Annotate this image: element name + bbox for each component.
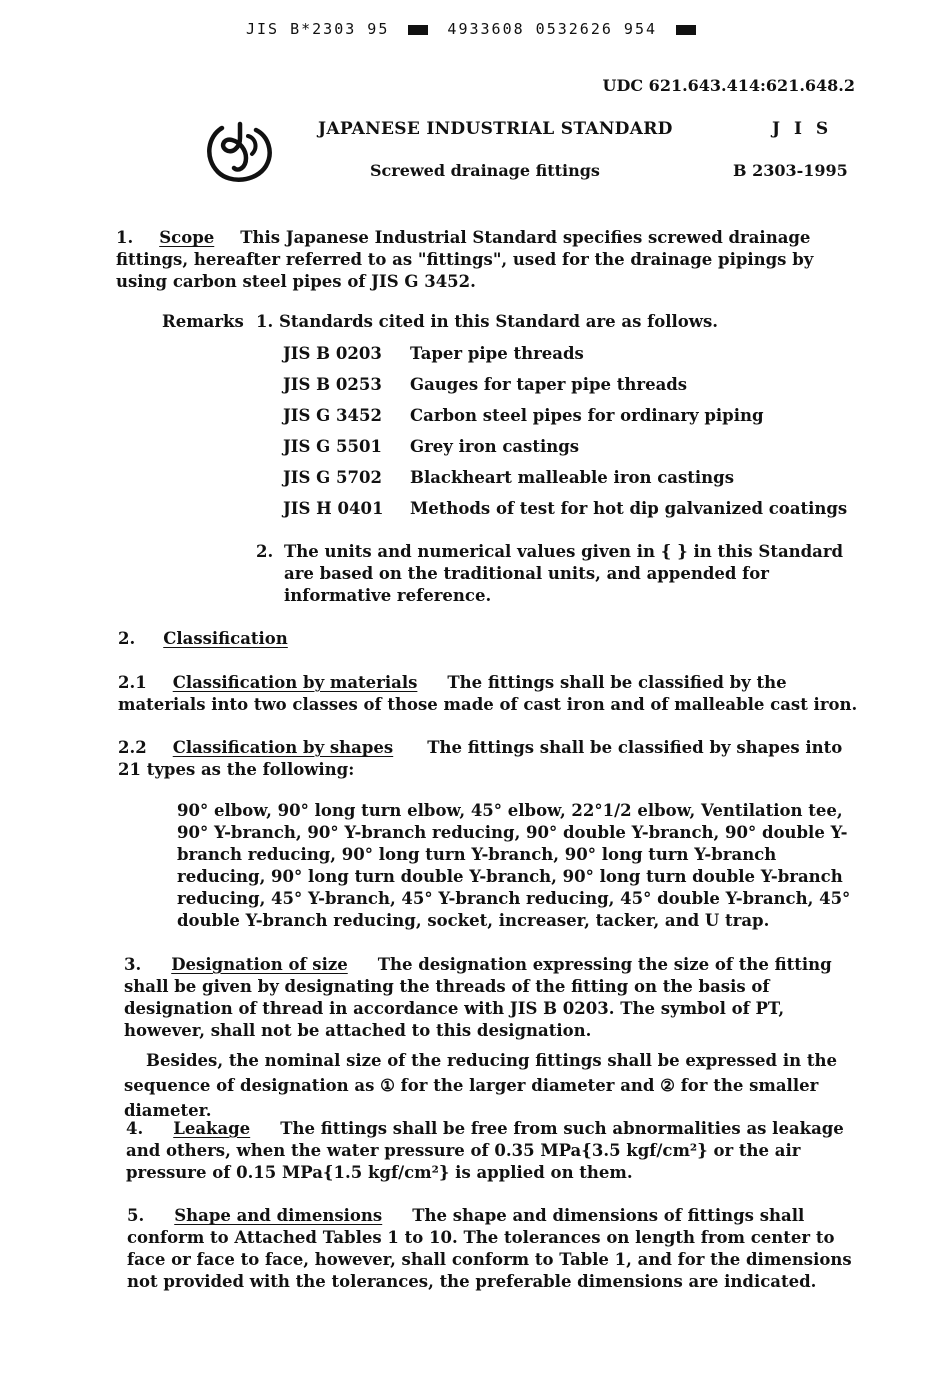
section-text: This Japanese Industrial Standard specifies screwed drainage fittings, hereafter referred to as "fittings", used for the drainage pipings by using carbon steel pipes of JIS G 3452.	[116, 228, 814, 291]
section-heading: Scope	[159, 228, 215, 247]
cited-standard-title: Gauges for taper pipe threads	[410, 375, 688, 394]
section-leakage	[126, 1118, 858, 1184]
cited-standard-title: Blackheart malleable iron castings	[410, 468, 734, 487]
section-designation-of-size-continued: Besides, the nominal size of the reducing fittings shall be expressed in the sequence of designation as ① for the larger diameter and ② for the smaller diameter.	[124, 1051, 837, 1120]
cited-standard-row	[283, 499, 847, 521]
section-text: The fittings shall be classified by the materials into two classes of those made of cast iron and of malleable cast iron.	[118, 673, 858, 714]
section-text: The shape and dimensions of fittings shall conform to Attached Tables 1 to 10. The tolerances on length from center to face or face to face, however, shall conform to Table 1, and for the dimensions not provided with the tolerances, the preferable dimensions are indicated.	[127, 1206, 852, 1291]
section-designation-of-size	[124, 954, 856, 1042]
cited-standard-code: JIS G 3452	[283, 406, 382, 425]
jis-logo-icon	[200, 118, 280, 188]
cited-standard-code: JIS H 0401	[283, 499, 384, 518]
document-subtitle: Screwed drainage fittings	[370, 161, 600, 180]
cited-standard-row	[283, 406, 764, 428]
section-number: 2.1	[118, 673, 147, 692]
cited-standard-title: Grey iron castings	[410, 437, 580, 456]
section-number: 2.2	[118, 738, 147, 757]
cited-standard-code: JIS B 0253	[283, 375, 382, 394]
remark-item-2-number: 2.	[256, 542, 274, 561]
section-number: 4.	[126, 1119, 144, 1138]
section-scope	[116, 227, 856, 293]
section-heading: Classification by materials	[172, 673, 418, 692]
cited-standard-row	[283, 375, 687, 397]
cited-standard-code: JIS B 0203	[283, 344, 382, 363]
cited-standard-title: Taper pipe threads	[410, 344, 584, 363]
jis-mark: J I S	[772, 119, 833, 139]
section-heading: Classification by shapes	[172, 738, 394, 757]
black-bar-mark-end	[676, 25, 696, 35]
section-number: 5.	[127, 1206, 145, 1225]
section-number: 1.	[116, 228, 134, 247]
section-classification-by-materials	[118, 672, 858, 716]
cited-standard-row	[283, 468, 734, 490]
cited-standard-title: Carbon steel pipes for ordinary piping	[410, 406, 764, 425]
section-text: The fittings shall be free from such abnormalities as leakage and others, when the water pressure of 0.35 MPa{3.5 kgf/cm²} or the air pressure of 0.15 MPa{1.5 kgf/cm²} is applied on them.	[126, 1119, 844, 1182]
section-heading: Classification	[163, 629, 288, 648]
top-code-b: 4933608 0532626 954	[447, 20, 658, 38]
cited-standard-title: Methods of test for hot dip galvanized coatings	[410, 499, 848, 518]
section-heading: Shape and dimensions	[174, 1206, 383, 1225]
fitting-shapes-list: 90° elbow, 90° long turn elbow, 45° elbow, 22°1/2 elbow, Ventilation tee, 90° Y-branch, 90° Y-branch reducing, 90° double Y-branch, 90° double Y-branch reducing, 90° long turn Y-branch, 90° long turn Y-branch reducing, 90° long turn double Y-branch, 90° long turn double Y-branch reducing, 45° Y-branch, 45° Y-branch reducing, 45° double Y-branch, 45° double Y-branch reducing, socket, increaser, tacker, and U trap.	[177, 801, 851, 930]
remark-item-1: 1. Standards cited in this Standard are as follows.	[256, 312, 718, 331]
section-text: The designation expressing the size of the fitting shall be given by designating the threads of the fitting on the basis of designation of thread in accordance with JIS B 0203. The symbol of PT, however, shall not be attached to this designation.	[124, 955, 832, 1040]
section-text: The fittings shall be classified by shapes into 21 types as the following:	[118, 738, 843, 779]
remark-item-2	[256, 541, 866, 607]
section-classification	[118, 628, 858, 650]
remark-item-2-text: The units and numerical values given in { } in this Standard are based on the traditional units, and appended for informative reference.	[284, 542, 844, 605]
section-number: 3.	[124, 955, 142, 974]
section-heading: Leakage	[173, 1119, 251, 1138]
remarks-label: Remarks	[162, 312, 244, 331]
top-code-a: JIS B*2303 95	[245, 20, 390, 38]
document-number: B 2303-1995	[733, 161, 848, 180]
standard-title: JAPANESE INDUSTRIAL STANDARD	[318, 119, 673, 139]
cited-standard-code: JIS G 5702	[283, 468, 382, 487]
black-bar-mark	[408, 25, 428, 35]
section-shape-and-dimensions	[127, 1205, 857, 1293]
section-classification-by-shapes	[118, 737, 858, 781]
cited-standard-row	[283, 344, 584, 366]
top-catalog-code	[0, 20, 950, 38]
udc-classification: UDC 621.643.414:621.648.2	[602, 76, 855, 95]
section-number: 2.	[118, 629, 136, 648]
cited-standard-code: JIS G 5501	[283, 437, 382, 456]
section-heading: Designation of size	[171, 955, 348, 974]
cited-standard-row	[283, 437, 579, 459]
